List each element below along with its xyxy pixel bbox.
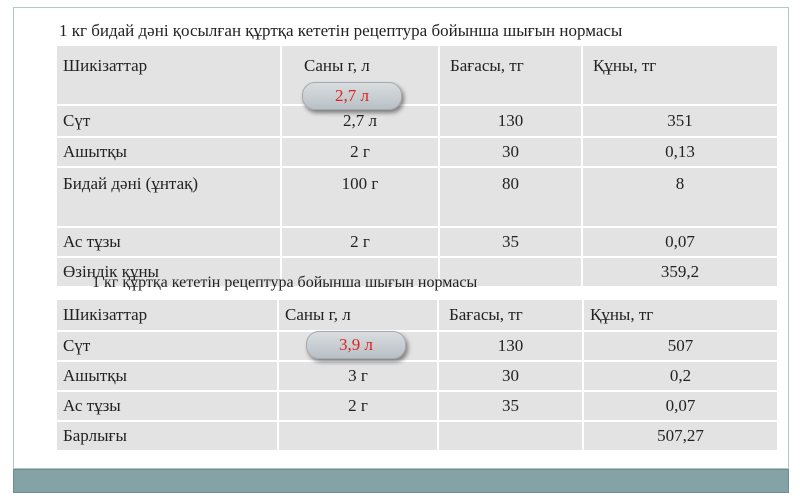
table-row — [57, 228, 777, 258]
cell-quantity: 2 г — [279, 392, 439, 422]
cell-ingredient: Сүт — [57, 332, 279, 362]
table-row — [57, 362, 777, 392]
highlight-badge-quantity: 3,9 л — [306, 331, 406, 359]
cell-cost: 351 — [583, 106, 777, 138]
table-row — [57, 168, 777, 228]
header-ingredients: Шикізаттар — [57, 300, 279, 332]
cell-cost: 0,13 — [583, 138, 777, 168]
cell-cost: 359,2 — [583, 258, 777, 288]
cell-quantity: 2 г — [282, 228, 440, 258]
cell-ingredient: Сүт — [57, 106, 282, 138]
slide-bottom-bar — [13, 469, 789, 493]
cell-cost: 8 — [583, 168, 777, 228]
cell-quantity: 2 г — [282, 138, 440, 168]
header-cost: Құны, тг — [584, 300, 777, 332]
table2 — [57, 300, 777, 452]
table1 — [57, 46, 777, 288]
table-row — [57, 106, 777, 138]
table-header-row — [57, 46, 777, 106]
header-price: Бағасы, тг — [440, 46, 583, 106]
cell-price: 30 — [439, 362, 584, 392]
cell-cost: 0,07 — [584, 392, 777, 422]
table2-title: 1 кг құртқа кететін рецептура бойынша шығын нормасы — [92, 274, 478, 291]
cell-ingredient: Ашытқы — [57, 362, 279, 392]
cell-ingredient: Барлығы — [57, 422, 279, 452]
header-ingredients: Шикізаттар — [57, 46, 282, 106]
cell-price: 30 — [440, 138, 583, 168]
table-header-row — [57, 300, 777, 332]
cell-cost: 0,2 — [584, 362, 777, 392]
cell-price — [439, 422, 584, 452]
header-price: Бағасы, тг — [439, 300, 584, 332]
cell-price: 130 — [439, 332, 584, 362]
table1-title: 1 кг бидай дәні қосылған құртқа кететін рецептура бойынша шығын нормасы — [59, 21, 623, 40]
header-quantity: Саны г, л — [279, 300, 439, 332]
cell-cost: 507 — [584, 332, 777, 362]
cell-quantity: 100 г — [282, 168, 440, 228]
table-row — [57, 392, 777, 422]
header-quantity: Саны г, л — [282, 46, 440, 106]
cell-quantity: 3 г — [279, 362, 439, 392]
cell-ingredient: Ас тұзы — [57, 392, 279, 422]
cell-price: 35 — [440, 228, 583, 258]
cell-ingredient: Ашытқы — [57, 138, 282, 168]
cell-price: 80 — [440, 168, 583, 228]
highlight-badge-quantity: 2,7 л — [302, 82, 402, 110]
cell-price: 35 — [439, 392, 584, 422]
table-total-row — [57, 422, 777, 452]
cell-cost: 507,27 — [584, 422, 777, 452]
table-row — [57, 138, 777, 168]
cell-cost: 0,07 — [583, 228, 777, 258]
cell-quantity — [279, 422, 439, 452]
cell-ingredient: Өзіндік құны — [57, 258, 282, 288]
cell-quantity: 2,7 л — [282, 106, 440, 138]
table-row — [57, 332, 777, 362]
header-cost: Құны, тг — [583, 46, 777, 106]
cell-ingredient: Бидай дәні (ұнтақ) — [57, 168, 282, 228]
cell-price: 130 — [440, 106, 583, 138]
cell-ingredient: Ас тұзы — [57, 228, 282, 258]
